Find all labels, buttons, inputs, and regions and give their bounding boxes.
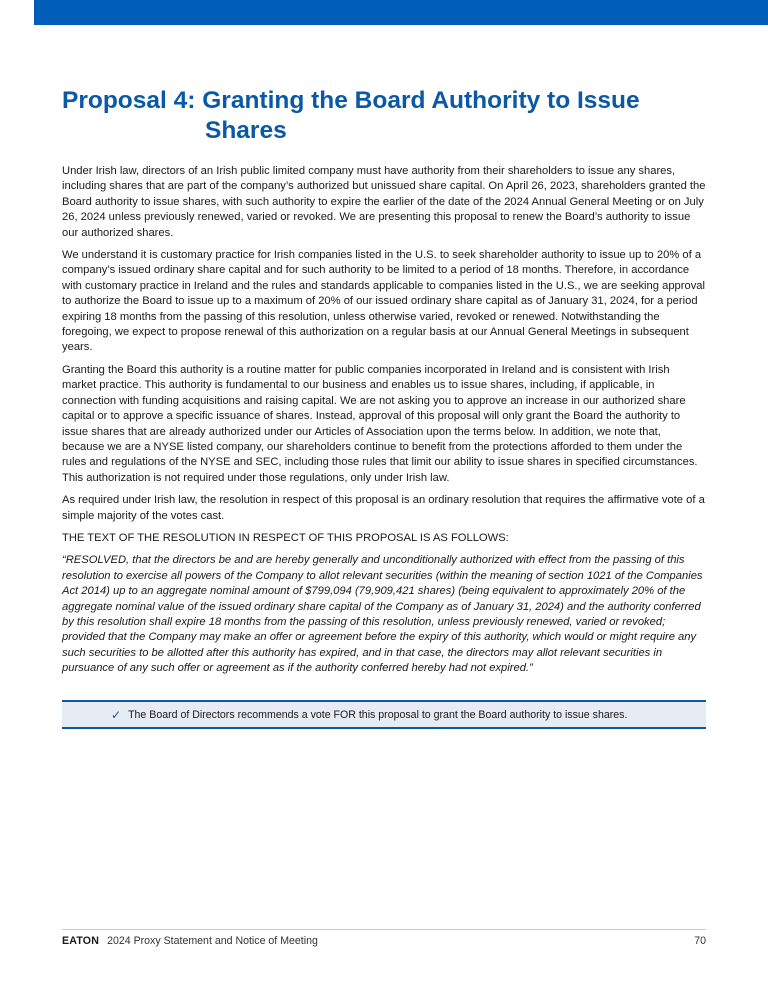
check-icon: ✓ (111, 707, 122, 722)
page-title (62, 86, 712, 146)
page-title-line-2: Shares (205, 117, 287, 144)
page-footer (62, 934, 706, 950)
page-number: 70 (694, 935, 706, 947)
footer-document-title: 2024 Proxy Statement and Notice of Meeting (107, 935, 318, 947)
paragraph-ordinary-resolution: As required under Irish law, the resolution in respect of this proposal is an ordinary resolution that requires the affirmative vote of a simple majority of the votes cast. (62, 494, 705, 522)
board-recommendation-box (62, 700, 706, 729)
footer-divider (62, 929, 706, 930)
paragraph-routine-matter: Granting the Board this authority is a routine matter for public companies incorporated in Ireland and is consistent with Irish market practice. This authority is fundamental to our business and enables us to issue shares, including, if applicable, in connection with funding acquisitions and raising capital. We are not asking you to approve an increase in our authorized share capital or to approve a specific issuance of shares. Instead, approval of this proposal will only grant the Board the authority to issue shares that are already authorized under our Articles of Association upon the terms below. In addition, we note that, because we are a NYSE listed company, our shareholders continue to benefit from the protections afforded to them under the rules and regulations of the NYSE and SEC, including those rules that limit our ability to issue shares in specified circumstances. This authorization is not required under those regulations, only under Irish law. (62, 363, 698, 484)
resolution-text: “RESOLVED, that the directors be and are hereby generally and unconditionally authorized with effect from the passing of this resolution to exercise all powers of the Company to allot relevant securities (within the meaning of section 1021 of the Companies Act 2014) up to an aggregate nominal amount of $799,094 (79,909,421 shares) (being equivalent to approximately 20% of the aggregate nominal value of the issued ordinary share capital of the Company as of January 31, 2024) and the authority conferred by this resolution shall expire 18 months from the passing of this resolution, unless previously renewed, varied or revoked; provided that the Company may make an offer or agreement before the expiry of this authority, which would or might require any such securities to be allotted after this authority has expired, and in that case, the directors may allot relevant securities in pursuance of any such offer or agreement as if the authority conferred hereby had not expired.” (62, 554, 703, 675)
paragraph-customary-practice: We understand it is customary practice for Irish companies listed in the U.S. to seek shareholder authority to issue up to 20% of a company’s issued ordinary share capital and for such authority to be limited to a period of 18 months. Therefore, in accordance with customary practice in Ireland and the rules and standards applicable to companies listed in the U.S., we are seeking approval to authorize the Board to issue up to a maximum of 20% of our issued ordinary share capital as of January 31, 2024, for a period expiring 18 months from the passing of this resolution, unless otherwise varied, revoked or renewed. Notwithstanding the foregoing, we expect to propose renewal of this authorization on a regular basis at our Annual General Meetings in subsequent years. (62, 249, 706, 354)
page-title-line-1: Proposal 4: Granting the Board Authority to Issue (62, 87, 640, 114)
paragraph-irish-law-authority: Under Irish law, directors of an Irish public limited company must have authority from their shareholders to issue any shares, including shares that are part of the company’s authorized but unissued share capital. On April 26, 2023, shareholders granted the Board authority to issue shares, with such authority to expire the earlier of the date of the 2024 Annual General Meeting or on July 26, 2024 unless previously renewed, varied or revoked. We are presenting this proposal to renew the Board’s authority to issue our authorized shares. (62, 165, 706, 239)
resolution-heading: THE TEXT OF THE RESOLUTION IN RESPECT OF THIS PROPOSAL IS AS FOLLOWS: (62, 531, 509, 544)
footer-brand: EATON (62, 935, 100, 947)
board-recommendation-text: The Board of Directors recommends a vote FOR this proposal to grant the Board authority to issue shares. (128, 708, 628, 721)
proposal-body (62, 164, 706, 684)
top-header-bar (34, 0, 768, 25)
